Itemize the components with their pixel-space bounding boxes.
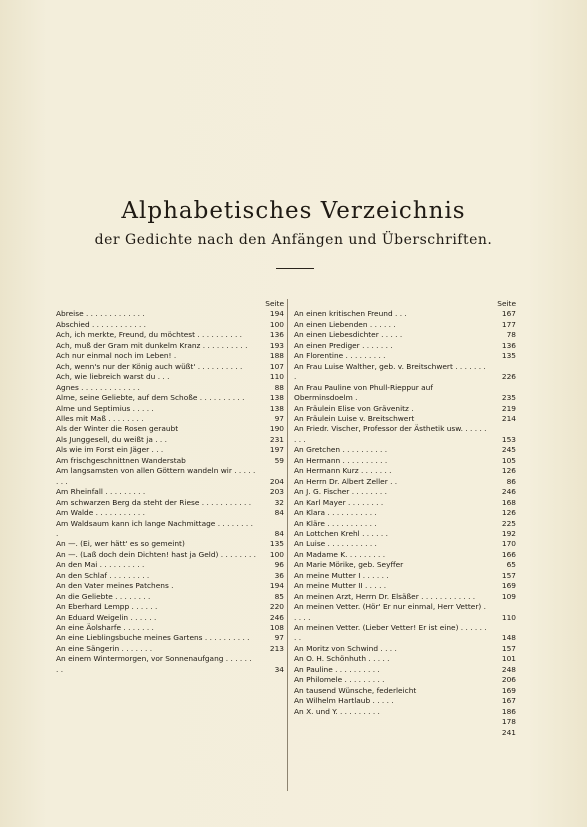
index-entry <box>294 519 516 529</box>
entry-page: 246 <box>269 612 284 622</box>
index-entry <box>56 550 284 560</box>
index-entry <box>294 383 516 404</box>
entry-page: 246 <box>501 487 516 497</box>
index-entry <box>294 602 516 623</box>
entry-title: Am Rheinfall . . . . . . . . . <box>56 487 146 497</box>
entry-title: An eine Lieblingsbuche meines Gartens . . . . . . . . . . <box>56 633 250 643</box>
entry-page: 96 <box>274 560 284 570</box>
entry-title: An O. H. Schönhuth . . . . . <box>294 654 390 664</box>
entry-title: An einen kritischen Freund . . . <box>294 309 407 319</box>
index-entry <box>56 602 284 612</box>
entry-page: 126 <box>501 508 516 518</box>
entry-title: Abschied . . . . . . . . . . . . <box>56 319 147 329</box>
entry-title: Alles mit Maß . . . . . . . . <box>56 413 144 423</box>
index-entry <box>56 498 284 508</box>
entry-page: 138 <box>269 393 284 403</box>
index-entry <box>56 404 284 414</box>
entry-title: Am Walde . . . . . . . . . . . <box>56 508 145 518</box>
index-entry <box>294 424 516 445</box>
entry-page: 84 <box>274 508 284 518</box>
entry-page: 100 <box>269 549 284 559</box>
entry-title: An Moritz von Schwind . . . . <box>294 643 397 653</box>
index-entry <box>56 654 284 675</box>
index-entry <box>56 445 284 455</box>
index-entry <box>56 309 284 319</box>
entry-title: An Fräulein Luise v. Breitschwert <box>294 413 415 423</box>
index-entry <box>56 351 284 361</box>
index-entry <box>294 717 516 727</box>
index-entry <box>56 435 284 445</box>
index-entry <box>56 414 284 424</box>
entry-title: Ach, wie liebreich warst du . . . <box>56 372 170 382</box>
entry-page: 235 <box>501 393 516 403</box>
entry-page: 168 <box>501 497 516 507</box>
index-entry <box>56 644 284 654</box>
entry-page: 135 <box>501 351 516 361</box>
entry-title: An meinen Vetter. (Hör' Er nur einmal, Herr Vetter) . . . . . <box>294 602 486 622</box>
entry-page: 248 <box>501 664 516 674</box>
entry-title: An Madame K. . . . . . . . . <box>294 549 386 559</box>
index-entry <box>294 466 516 476</box>
entry-title: An meine Mutter II . . . . . <box>294 581 387 591</box>
index-entry <box>56 330 284 340</box>
index-entry <box>56 466 284 487</box>
index-entry <box>294 320 516 330</box>
entry-page: 190 <box>269 424 284 434</box>
index-entry <box>56 383 284 393</box>
entry-title: An Marie Mörike, geb. Seyffer <box>294 560 404 570</box>
entry-title: An einen Prediger . . . . . . . <box>294 340 393 350</box>
entry-page: 194 <box>269 581 284 591</box>
entry-title: An Herrn Dr. Albert Zeller . . <box>294 476 398 486</box>
entry-page: 214 <box>501 413 516 423</box>
index-entry <box>294 654 516 664</box>
entry-page: 101 <box>501 654 516 664</box>
entry-page: 197 <box>269 445 284 455</box>
index-entry <box>56 424 284 434</box>
entry-page: 36 <box>274 570 284 580</box>
entry-page: 170 <box>501 539 516 549</box>
entry-page: 110 <box>501 612 516 622</box>
entry-page: 226 <box>501 372 516 382</box>
entry-page: 105 <box>501 455 516 465</box>
index-entry <box>294 696 516 706</box>
entry-title: An Wilhelm Hartlaub . . . . . <box>294 696 394 706</box>
entry-page: 177 <box>501 319 516 329</box>
entry-page: 241 <box>501 727 516 737</box>
index-entry <box>294 414 516 424</box>
entry-page: 231 <box>269 434 284 444</box>
entry-page: 84 <box>274 528 284 538</box>
entry-title: An Philomele . . . . . . . . . <box>294 675 385 685</box>
index-entry <box>294 362 516 383</box>
left-column-header: Seite <box>265 299 284 308</box>
index-entry <box>294 686 516 696</box>
entry-page: 206 <box>501 675 516 685</box>
index-entry <box>294 571 516 581</box>
index-entry <box>294 498 516 508</box>
index-entry <box>56 633 284 643</box>
index-entry <box>294 592 516 602</box>
index-entry <box>56 623 284 633</box>
index-entry <box>294 707 516 717</box>
entry-title: An Lottchen Krehl . . . . . . <box>294 528 388 538</box>
entry-page: 136 <box>269 330 284 340</box>
entry-page: 136 <box>501 340 516 350</box>
entry-page: 245 <box>501 445 516 455</box>
index-entry <box>294 665 516 675</box>
index-entry <box>294 341 516 351</box>
entry-page: 59 <box>274 455 284 465</box>
index-entry <box>294 539 516 549</box>
entry-title: An Karl Mayer . . . . . . . . <box>294 497 384 507</box>
index-entry <box>56 592 284 602</box>
entry-title: An Pauline . . . . . . . . . . <box>294 664 380 674</box>
index-entry <box>56 560 284 570</box>
entry-title: Am frischgeschnittnen Wanderstab <box>56 455 186 465</box>
entry-page: 169 <box>501 685 516 695</box>
entry-title: Abreise . . . . . . . . . . . . . <box>56 309 145 319</box>
entry-title: An meine Mutter I . . . . . . <box>294 570 389 580</box>
entry-page: 97 <box>274 633 284 643</box>
entry-page: 148 <box>501 633 516 643</box>
entry-title: An einen Liebenden . . . . . . <box>294 319 396 329</box>
entry-page: 188 <box>269 351 284 361</box>
entry-title: Am Waldsaum kann ich lange Nachmittage . . . . . . . . . <box>56 518 253 538</box>
entry-title: An meinen Vetter. (Lieber Vetter! Er ist eine) . . . . . . . . <box>294 623 487 643</box>
index-entry <box>294 728 516 738</box>
index-entry <box>294 456 516 466</box>
entry-page: 78 <box>506 330 516 340</box>
left-column <box>56 299 284 675</box>
entry-title: An Klara . . . . . . . . . . . <box>294 508 377 518</box>
entry-page: 88 <box>274 382 284 392</box>
index-entry <box>56 539 284 549</box>
entry-page: 167 <box>501 309 516 319</box>
entry-title: An —. (Laß doch dein Dichten! hast ja Geld) . . . . . . . . <box>56 549 257 559</box>
index-entry <box>56 519 284 540</box>
entry-page: 220 <box>269 602 284 612</box>
index-entry <box>56 372 284 382</box>
entry-title: Als Junggesell, du weißt ja . . . <box>56 434 167 444</box>
index-entry <box>56 508 284 518</box>
entry-title: An Eberhard Lempp . . . . . . <box>56 602 158 612</box>
entry-title: An meinen Arzt, Herrn Dr. Elsäßer . . . . . . . . . . . . <box>294 591 476 601</box>
entry-page: 157 <box>501 643 516 653</box>
page-subtitle: der Gedichte nach den Anfängen und Überschriften. <box>94 232 493 248</box>
entry-page: 169 <box>501 581 516 591</box>
entry-page: 108 <box>269 623 284 633</box>
entry-page: 85 <box>274 591 284 601</box>
entry-page: 135 <box>269 539 284 549</box>
index-entry <box>294 309 516 319</box>
entry-page: 65 <box>506 560 516 570</box>
entry-title: An Florentine . . . . . . . . . <box>294 351 386 361</box>
entry-title: An Frau Luise Walther, geb. v. Breitschwert . . . . . . . . <box>294 361 486 382</box>
entry-title: Ach, ich merkte, Freund, du möchtest . . . . . . . . . . <box>56 330 242 340</box>
index-entry <box>294 508 516 518</box>
entry-page: 97 <box>274 413 284 423</box>
index-entry <box>294 477 516 487</box>
entry-page: 204 <box>269 476 284 486</box>
entry-page: 178 <box>501 717 516 727</box>
index-entry <box>56 341 284 351</box>
index-entry <box>294 487 516 497</box>
entry-title: Als wie im Forst ein Jäger . . . <box>56 445 164 455</box>
index-entry <box>294 351 516 361</box>
entry-page: 192 <box>501 528 516 538</box>
index-entry <box>56 613 284 623</box>
index-entry <box>56 320 284 330</box>
index-entry <box>56 581 284 591</box>
entry-title: An J. G. Fischer . . . . . . . . <box>294 487 387 497</box>
entry-title: An einem Wintermorgen, vor Sonnenaufgang . . . . . . . . <box>56 654 252 674</box>
entry-page: 34 <box>274 664 284 674</box>
entry-page: 166 <box>501 549 516 559</box>
entry-title: An Eduard Weigelin . . . . . . <box>56 612 157 622</box>
entry-title: An Luise . . . . . . . . . . . <box>294 539 377 549</box>
entry-page: 225 <box>501 518 516 528</box>
entry-title: An Hermann Kurz . . . . . . . <box>294 466 392 476</box>
index-entry <box>56 393 284 403</box>
right-column-header: Seite <box>497 299 516 308</box>
entry-title: Ach, muß der Gram mit dunkelm Kranz . . . . . . . . . . <box>56 340 248 350</box>
right-column <box>294 299 516 738</box>
entry-title: An tausend Wünsche, federleicht <box>294 685 417 695</box>
entry-page: 110 <box>269 372 284 382</box>
entry-title: An den Schlaf . . . . . . . . . <box>56 570 150 580</box>
entry-page: 219 <box>501 403 516 413</box>
entry-title: Am langsamsten von allen Göttern wandeln wir . . . . . . . . <box>56 466 256 486</box>
index-entry <box>294 623 516 644</box>
entry-page: 203 <box>269 487 284 497</box>
index-entry <box>56 571 284 581</box>
entry-title: Am schwarzen Berg da steht der Riese . . . . . . . . . . . <box>56 497 252 507</box>
entry-page: 109 <box>501 591 516 601</box>
index-entry <box>294 529 516 539</box>
entry-page: 107 <box>269 361 284 371</box>
entry-title: Agnes . . . . . . . . . . . . . <box>56 382 140 392</box>
index-entry <box>294 560 516 570</box>
column-divider <box>287 299 288 791</box>
index-entry <box>294 330 516 340</box>
entry-page: 32 <box>274 497 284 507</box>
index-entry <box>294 550 516 560</box>
index-entry <box>56 456 284 466</box>
entry-title: An —. (Ei, wer hätt' es so gemeint) <box>56 539 185 549</box>
entry-title: An X. und Y. . . . . . . . . . <box>294 706 380 716</box>
entry-page: 86 <box>506 476 516 486</box>
entry-page: 157 <box>501 570 516 580</box>
page-title: Alphabetisches Verzeichnis <box>121 198 466 224</box>
index-entry <box>56 487 284 497</box>
index-entry <box>294 644 516 654</box>
entry-title: An einen Liebesdichter . . . . . <box>294 330 403 340</box>
entry-page: 193 <box>269 340 284 350</box>
entry-title: Alme, seine Geliebte, auf dem Schoße . . . . . . . . . . <box>56 393 245 403</box>
entry-title: An Kläre . . . . . . . . . . . <box>294 518 377 528</box>
title-rule <box>276 268 314 269</box>
entry-page: 194 <box>269 309 284 319</box>
entry-page: 126 <box>501 466 516 476</box>
entry-title: An den Vater meines Patchens . <box>56 581 174 591</box>
entry-page: 153 <box>501 434 516 444</box>
entry-page: 138 <box>269 403 284 413</box>
entry-title: An eine Äolsharfe . . . . . . . <box>56 623 154 633</box>
entry-page: 213 <box>269 643 284 653</box>
entry-title: Ach nur einmal noch im Leben! . <box>56 351 177 361</box>
index-entry <box>56 362 284 372</box>
index-entry <box>294 675 516 685</box>
entry-title: An die Geliebte . . . . . . . . <box>56 591 151 601</box>
entry-page: 100 <box>269 319 284 329</box>
entry-page: 167 <box>501 696 516 706</box>
entry-title: Alme und Septimius . . . . . <box>56 403 154 413</box>
entry-title: An Hermann . . . . . . . . . . <box>294 455 388 465</box>
entry-title: Als der Winter die Rosen geraubt <box>56 424 179 434</box>
entry-title: An Gretchen . . . . . . . . . . <box>294 445 388 455</box>
index-entry <box>294 445 516 455</box>
entry-title: An Frau Pauline von Phull-Rieppur auf Oberminsdoelm . <box>294 382 433 403</box>
entry-title: Ach, wenn's nur der König auch wüßt' . . . . . . . . . . <box>56 361 243 371</box>
entry-title: An den Mai . . . . . . . . . . <box>56 560 145 570</box>
index-entry <box>294 581 516 591</box>
index-entry <box>294 404 516 414</box>
entry-title: An Fräulein Elise von Grävenitz . <box>294 403 414 413</box>
entry-title: An eine Sängerin . . . . . . . <box>56 643 153 653</box>
entry-page: 186 <box>501 706 516 716</box>
entry-title: An Friedr. Vischer, Professor der Ästhetik usw. . . . . . . . . <box>294 424 487 444</box>
